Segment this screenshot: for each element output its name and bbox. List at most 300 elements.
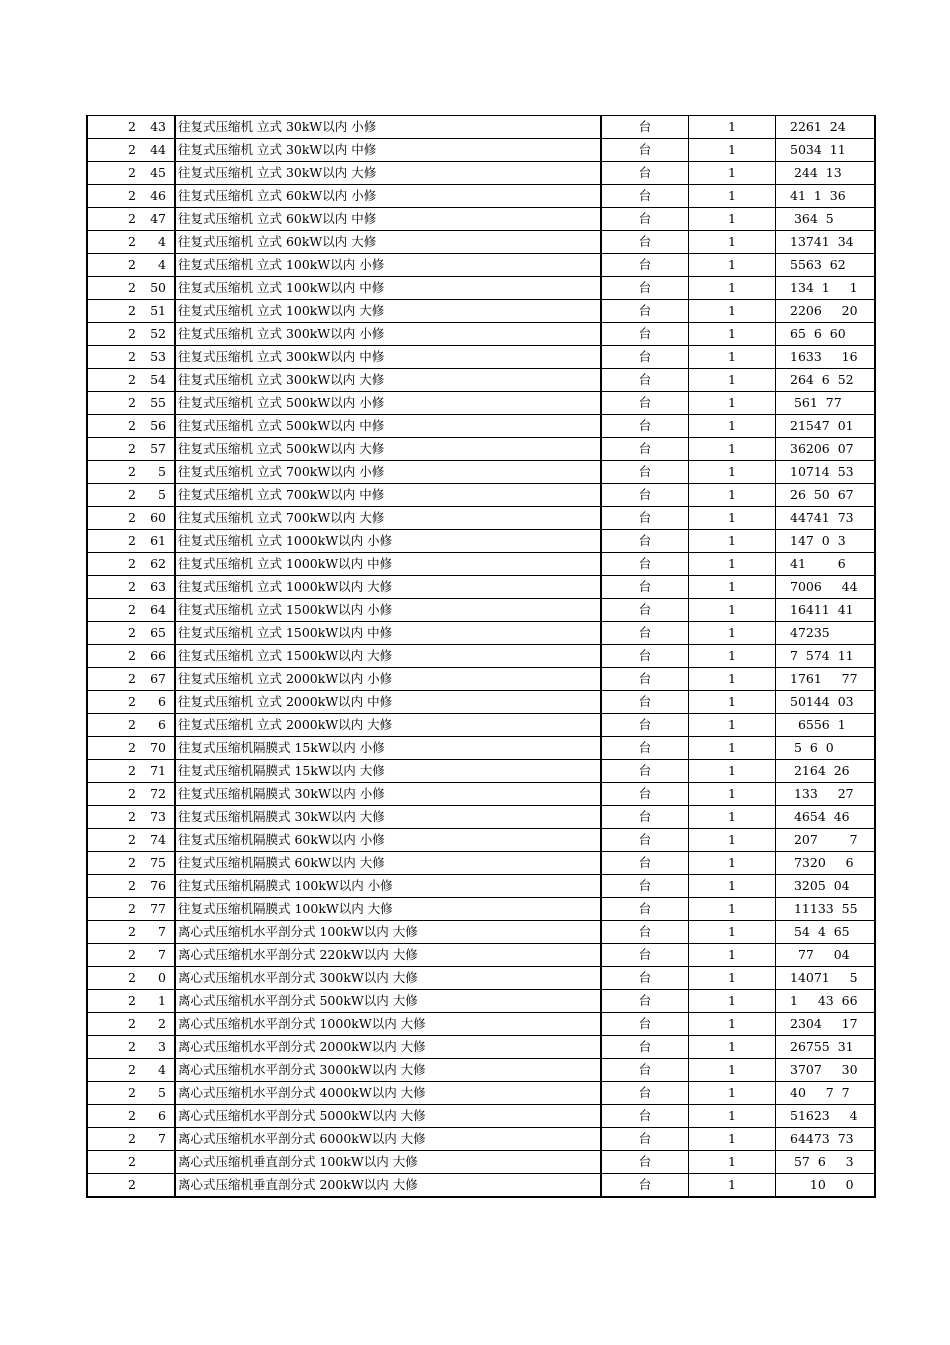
unit-cell[interactable]: 台 (601, 323, 689, 346)
code-cell[interactable] (87, 208, 175, 231)
quantity-cell[interactable]: 1 (689, 208, 776, 231)
item-name-cell[interactable]: 离心式压缩机水平剖分式 2000kW以内 大修 (175, 1036, 601, 1059)
code-cell[interactable] (87, 829, 175, 852)
code-number: 55 (150, 395, 166, 410)
code-cell[interactable] (87, 530, 175, 553)
unit-cell[interactable]: 台 (601, 737, 689, 760)
item-name-cell[interactable]: 往复式压缩机 立式 30kW以内 大修 (175, 162, 601, 185)
table-row (87, 1128, 875, 1151)
table-row (87, 645, 875, 668)
code-cell[interactable] (87, 415, 175, 438)
item-name-cell[interactable]: 离心式压缩机水平剖分式 300kW以内 大修 (175, 967, 601, 990)
code-number: 5 (158, 1085, 166, 1100)
quantity-cell[interactable]: 1 (689, 392, 776, 415)
table-row (87, 162, 875, 185)
item-name-cell[interactable]: 往复式压缩机 立式 500kW以内 大修 (175, 438, 601, 461)
quantity-cell[interactable]: 1 (689, 967, 776, 990)
table-row (87, 576, 875, 599)
code-prefix: 2 (128, 326, 136, 341)
item-name-cell[interactable]: 往复式压缩机 立式 1000kW以内 小修 (175, 530, 601, 553)
item-name-cell[interactable]: 往复式压缩机隔膜式 60kW以内 大修 (175, 852, 601, 875)
price-cell[interactable]: 147 0 3 (776, 530, 876, 553)
code-number: 57 (150, 441, 166, 456)
code-number: 66 (150, 648, 166, 663)
item-name-cell[interactable]: 往复式压缩机 立式 100kW以内 小修 (175, 254, 601, 277)
price-cell[interactable]: 16411 41 (776, 599, 876, 622)
unit-cell[interactable]: 台 (601, 116, 689, 139)
table-row (87, 1174, 875, 1198)
code-cell[interactable] (87, 691, 175, 714)
item-name-cell[interactable]: 往复式压缩机 立式 700kW以内 大修 (175, 507, 601, 530)
code-cell[interactable] (87, 783, 175, 806)
unit-cell[interactable]: 台 (601, 185, 689, 208)
code-cell[interactable] (87, 231, 175, 254)
price-cell[interactable]: 133 27 (776, 783, 876, 806)
code-prefix: 2 (128, 1108, 136, 1123)
unit-cell[interactable]: 台 (601, 1036, 689, 1059)
quantity-cell[interactable]: 1 (689, 1013, 776, 1036)
quantity-cell[interactable]: 1 (689, 507, 776, 530)
table-row (87, 323, 875, 346)
code-cell[interactable] (87, 185, 175, 208)
code-cell[interactable] (87, 254, 175, 277)
item-name-cell[interactable]: 往复式压缩机隔膜式 15kW以内 大修 (175, 760, 601, 783)
code-cell[interactable] (87, 346, 175, 369)
item-name-cell[interactable]: 往复式压缩机 立式 60kW以内 大修 (175, 231, 601, 254)
item-name-cell[interactable]: 往复式压缩机隔膜式 100kW以内 大修 (175, 898, 601, 921)
price-cell[interactable]: 1633 16 (776, 346, 876, 369)
unit-cell[interactable]: 台 (601, 1128, 689, 1151)
quantity-cell[interactable]: 1 (689, 1151, 776, 1174)
item-name-cell[interactable]: 往复式压缩机 立式 500kW以内 中修 (175, 415, 601, 438)
unit-cell[interactable]: 台 (601, 1013, 689, 1036)
price-cell[interactable]: 11133 55 (776, 898, 876, 921)
quantity-cell[interactable]: 1 (689, 231, 776, 254)
quantity-cell[interactable]: 1 (689, 415, 776, 438)
price-cell[interactable]: 7006 44 (776, 576, 876, 599)
price-cell[interactable]: 207 7 (776, 829, 876, 852)
code-cell[interactable] (87, 760, 175, 783)
code-prefix: 2 (128, 832, 136, 847)
unit-cell[interactable]: 台 (601, 622, 689, 645)
quantity-cell[interactable]: 1 (689, 530, 776, 553)
code-cell[interactable] (87, 852, 175, 875)
table-row (87, 415, 875, 438)
item-name-cell[interactable]: 离心式压缩机垂直剖分式 100kW以内 大修 (175, 1151, 601, 1174)
item-name-cell[interactable]: 往复式压缩机隔膜式 30kW以内 大修 (175, 806, 601, 829)
code-cell[interactable] (87, 277, 175, 300)
table-row (87, 1059, 875, 1082)
price-cell[interactable]: 54 4 65 (776, 921, 876, 944)
table-row (87, 1082, 875, 1105)
quantity-cell[interactable]: 1 (689, 990, 776, 1013)
price-cell[interactable]: 264 6 52 (776, 369, 876, 392)
code-number: 74 (150, 832, 166, 847)
item-name-cell[interactable]: 离心式压缩机水平剖分式 4000kW以内 大修 (175, 1082, 601, 1105)
quantity-cell[interactable]: 1 (689, 783, 776, 806)
unit-cell[interactable]: 台 (601, 852, 689, 875)
unit-cell[interactable]: 台 (601, 691, 689, 714)
price-cell[interactable]: 3205 04 (776, 875, 876, 898)
price-cell[interactable]: 36206 07 (776, 438, 876, 461)
code-cell[interactable] (87, 990, 175, 1013)
code-cell[interactable] (87, 392, 175, 415)
table-row (87, 875, 875, 898)
unit-cell[interactable]: 台 (601, 484, 689, 507)
code-prefix: 2 (128, 533, 136, 548)
quantity-cell[interactable]: 1 (689, 277, 776, 300)
item-name-cell[interactable]: 往复式压缩机隔膜式 30kW以内 小修 (175, 783, 601, 806)
unit-cell[interactable]: 台 (601, 277, 689, 300)
code-cell[interactable] (87, 162, 175, 185)
unit-cell[interactable]: 台 (601, 369, 689, 392)
code-cell[interactable] (87, 898, 175, 921)
item-name-cell[interactable]: 往复式压缩机 立式 700kW以内 小修 (175, 461, 601, 484)
code-cell[interactable] (87, 507, 175, 530)
table-row (87, 668, 875, 691)
price-cell[interactable]: 57 6 3 (776, 1151, 876, 1174)
code-cell[interactable] (87, 599, 175, 622)
unit-cell[interactable]: 台 (601, 783, 689, 806)
unit-cell[interactable]: 台 (601, 415, 689, 438)
price-cell[interactable]: 5034 11 (776, 139, 876, 162)
code-cell[interactable] (87, 944, 175, 967)
item-name-cell[interactable]: 离心式压缩机水平剖分式 6000kW以内 大修 (175, 1128, 601, 1151)
unit-cell[interactable]: 台 (601, 254, 689, 277)
unit-cell[interactable]: 台 (601, 461, 689, 484)
price-cell[interactable]: 2164 26 (776, 760, 876, 783)
price-cell[interactable]: 561 77 (776, 392, 876, 415)
code-prefix: 2 (128, 441, 136, 456)
table-row (87, 783, 875, 806)
item-name-cell[interactable]: 往复式压缩机 立式 30kW以内 小修 (175, 116, 601, 139)
code-cell[interactable] (87, 1036, 175, 1059)
quantity-cell[interactable]: 1 (689, 576, 776, 599)
price-cell[interactable]: 4654 46 (776, 806, 876, 829)
quantity-cell[interactable]: 1 (689, 875, 776, 898)
code-number: 77 (150, 901, 166, 916)
price-cell[interactable]: 41 6 (776, 553, 876, 576)
item-name-cell[interactable]: 离心式压缩机水平剖分式 100kW以内 大修 (175, 921, 601, 944)
item-name-cell[interactable]: 往复式压缩机 立式 300kW以内 大修 (175, 369, 601, 392)
price-cell[interactable]: 1761 77 (776, 668, 876, 691)
table-row (87, 829, 875, 852)
code-number: 44 (150, 142, 166, 157)
code-cell[interactable] (87, 714, 175, 737)
table-row (87, 967, 875, 990)
code-prefix: 2 (128, 901, 136, 916)
price-cell[interactable]: 10714 53 (776, 461, 876, 484)
price-cell[interactable]: 244 13 (776, 162, 876, 185)
code-cell[interactable] (87, 1013, 175, 1036)
price-cell[interactable]: 40 7 7 (776, 1082, 876, 1105)
item-name-cell[interactable]: 往复式压缩机 立式 60kW以内 中修 (175, 208, 601, 231)
table-row (87, 438, 875, 461)
code-number: 60 (150, 510, 166, 525)
code-prefix: 2 (128, 694, 136, 709)
unit-cell[interactable]: 台 (601, 714, 689, 737)
quantity-cell[interactable]: 1 (689, 760, 776, 783)
code-number: 67 (150, 671, 166, 686)
code-prefix: 2 (128, 579, 136, 594)
code-cell[interactable] (87, 1082, 175, 1105)
quantity-cell[interactable]: 1 (689, 323, 776, 346)
price-cell[interactable]: 134 1 1 (776, 277, 876, 300)
price-cell[interactable]: 77 04 (776, 944, 876, 967)
item-name-cell[interactable]: 往复式压缩机隔膜式 15kW以内 小修 (175, 737, 601, 760)
unit-cell[interactable]: 台 (601, 162, 689, 185)
code-number: 45 (150, 165, 166, 180)
price-cell[interactable]: 41 1 36 (776, 185, 876, 208)
unit-cell[interactable]: 台 (601, 806, 689, 829)
code-cell[interactable] (87, 1174, 175, 1198)
quantity-cell[interactable]: 1 (689, 1174, 776, 1198)
code-number: 76 (150, 878, 166, 893)
code-prefix: 2 (128, 970, 136, 985)
code-number: 64 (150, 602, 166, 617)
quantity-cell[interactable]: 1 (689, 369, 776, 392)
unit-cell[interactable]: 台 (601, 576, 689, 599)
quantity-cell[interactable]: 1 (689, 162, 776, 185)
unit-cell[interactable]: 台 (601, 875, 689, 898)
quantity-cell[interactable]: 1 (689, 484, 776, 507)
item-name-cell[interactable]: 离心式压缩机水平剖分式 1000kW以内 大修 (175, 1013, 601, 1036)
item-name-cell[interactable]: 离心式压缩机垂直剖分式 200kW以内 大修 (175, 1174, 601, 1198)
code-prefix: 2 (128, 671, 136, 686)
code-cell[interactable] (87, 576, 175, 599)
unit-cell[interactable]: 台 (601, 967, 689, 990)
item-name-cell[interactable]: 往复式压缩机 立式 1000kW以内 大修 (175, 576, 601, 599)
item-name-cell[interactable]: 往复式压缩机 立式 300kW以内 中修 (175, 346, 601, 369)
unit-cell[interactable]: 台 (601, 990, 689, 1013)
code-prefix: 2 (128, 165, 136, 180)
code-number: 43 (150, 119, 166, 134)
price-cell[interactable]: 2304 17 (776, 1013, 876, 1036)
item-name-cell[interactable]: 往复式压缩机 立式 60kW以内 小修 (175, 185, 601, 208)
price-cell[interactable]: 7 574 11 (776, 645, 876, 668)
code-prefix: 2 (128, 1039, 136, 1054)
price-cell[interactable]: 50144 03 (776, 691, 876, 714)
unit-cell[interactable]: 台 (601, 438, 689, 461)
table-row (87, 1036, 875, 1059)
code-prefix: 2 (128, 625, 136, 640)
code-cell[interactable] (87, 369, 175, 392)
price-cell[interactable]: 364 5 (776, 208, 876, 231)
price-cell[interactable]: 2206 20 (776, 300, 876, 323)
code-cell[interactable] (87, 323, 175, 346)
quantity-cell[interactable]: 1 (689, 116, 776, 139)
unit-cell[interactable]: 台 (601, 829, 689, 852)
item-name-cell[interactable]: 离心式压缩机水平剖分式 500kW以内 大修 (175, 990, 601, 1013)
quantity-cell[interactable]: 1 (689, 737, 776, 760)
price-cell[interactable]: 51623 4 (776, 1105, 876, 1128)
item-name-cell[interactable]: 往复式压缩机 立式 100kW以内 大修 (175, 300, 601, 323)
quantity-cell[interactable]: 1 (689, 139, 776, 162)
code-cell[interactable] (87, 737, 175, 760)
quantity-cell[interactable]: 1 (689, 921, 776, 944)
code-prefix: 2 (128, 1154, 136, 1169)
code-prefix: 2 (128, 648, 136, 663)
code-number: 6 (158, 1108, 166, 1123)
item-name-cell[interactable]: 往复式压缩机 立式 30kW以内 中修 (175, 139, 601, 162)
table-row (87, 737, 875, 760)
price-cell[interactable]: 2261 24 (776, 116, 876, 139)
price-cell[interactable]: 44741 73 (776, 507, 876, 530)
table-row (87, 530, 875, 553)
code-cell[interactable] (87, 300, 175, 323)
unit-cell[interactable]: 台 (601, 1151, 689, 1174)
code-number: 73 (150, 809, 166, 824)
unit-cell[interactable]: 台 (601, 346, 689, 369)
table-row (87, 944, 875, 967)
quantity-cell[interactable]: 1 (689, 806, 776, 829)
item-name-cell[interactable]: 往复式压缩机 立式 2000kW以内 中修 (175, 691, 601, 714)
unit-cell[interactable]: 台 (601, 231, 689, 254)
code-cell[interactable] (87, 967, 175, 990)
code-prefix: 2 (128, 1062, 136, 1077)
unit-cell[interactable]: 台 (601, 944, 689, 967)
unit-cell[interactable]: 台 (601, 1174, 689, 1198)
table-row (87, 231, 875, 254)
price-cell[interactable]: 5 6 0 (776, 737, 876, 760)
code-prefix: 2 (128, 257, 136, 272)
price-cell[interactable]: 21547 01 (776, 415, 876, 438)
quantity-cell[interactable]: 1 (689, 691, 776, 714)
price-cell[interactable]: 7320 6 (776, 852, 876, 875)
price-cell[interactable]: 13741 34 (776, 231, 876, 254)
item-name-cell[interactable]: 往复式压缩机 立式 1000kW以内 中修 (175, 553, 601, 576)
table-row (87, 277, 875, 300)
code-cell[interactable] (87, 806, 175, 829)
price-table (86, 115, 876, 1198)
code-cell[interactable] (87, 139, 175, 162)
item-name-cell[interactable]: 往复式压缩机 立式 300kW以内 小修 (175, 323, 601, 346)
code-cell[interactable] (87, 875, 175, 898)
price-cell[interactable]: 3707 30 (776, 1059, 876, 1082)
table-row (87, 1013, 875, 1036)
unit-cell[interactable]: 台 (601, 898, 689, 921)
unit-cell[interactable]: 台 (601, 599, 689, 622)
item-name-cell[interactable]: 往复式压缩机 立式 700kW以内 中修 (175, 484, 601, 507)
code-cell[interactable] (87, 622, 175, 645)
quantity-cell[interactable]: 1 (689, 898, 776, 921)
quantity-cell[interactable]: 1 (689, 1128, 776, 1151)
unit-cell[interactable]: 台 (601, 668, 689, 691)
quantity-cell[interactable]: 1 (689, 1082, 776, 1105)
unit-cell[interactable]: 台 (601, 1105, 689, 1128)
quantity-cell[interactable]: 1 (689, 254, 776, 277)
item-name-cell[interactable]: 离心式压缩机水平剖分式 220kW以内 大修 (175, 944, 601, 967)
quantity-cell[interactable]: 1 (689, 852, 776, 875)
unit-cell[interactable]: 台 (601, 921, 689, 944)
code-cell[interactable] (87, 484, 175, 507)
unit-cell[interactable]: 台 (601, 1059, 689, 1082)
code-cell[interactable] (87, 921, 175, 944)
price-cell[interactable]: 14071 5 (776, 967, 876, 990)
quantity-cell[interactable]: 1 (689, 599, 776, 622)
unit-cell[interactable]: 台 (601, 392, 689, 415)
quantity-cell[interactable]: 1 (689, 714, 776, 737)
table-row (87, 760, 875, 783)
code-cell[interactable] (87, 668, 175, 691)
code-number: 47 (150, 211, 166, 226)
item-name-cell[interactable]: 往复式压缩机 立式 1500kW以内 大修 (175, 645, 601, 668)
unit-cell[interactable]: 台 (601, 300, 689, 323)
code-prefix: 2 (128, 303, 136, 318)
code-cell[interactable] (87, 553, 175, 576)
quantity-cell[interactable]: 1 (689, 622, 776, 645)
unit-cell[interactable]: 台 (601, 760, 689, 783)
item-name-cell[interactable]: 往复式压缩机 立式 100kW以内 中修 (175, 277, 601, 300)
code-cell[interactable] (87, 1059, 175, 1082)
unit-cell[interactable]: 台 (601, 208, 689, 231)
code-cell[interactable] (87, 1128, 175, 1151)
code-cell[interactable] (87, 645, 175, 668)
table-row (87, 990, 875, 1013)
quantity-cell[interactable]: 1 (689, 829, 776, 852)
unit-cell[interactable]: 台 (601, 139, 689, 162)
quantity-cell[interactable]: 1 (689, 346, 776, 369)
price-cell[interactable]: 64473 73 (776, 1128, 876, 1151)
code-prefix: 2 (128, 809, 136, 824)
unit-cell[interactable]: 台 (601, 553, 689, 576)
quantity-cell[interactable]: 1 (689, 1036, 776, 1059)
item-name-cell[interactable]: 往复式压缩机 立式 500kW以内 小修 (175, 392, 601, 415)
item-name-cell[interactable]: 往复式压缩机 立式 1500kW以内 小修 (175, 599, 601, 622)
quantity-cell[interactable]: 1 (689, 461, 776, 484)
unit-cell[interactable]: 台 (601, 507, 689, 530)
code-cell[interactable] (87, 461, 175, 484)
quantity-cell[interactable]: 1 (689, 438, 776, 461)
quantity-cell[interactable]: 1 (689, 1059, 776, 1082)
price-cell[interactable]: 26755 31 (776, 1036, 876, 1059)
unit-cell[interactable]: 台 (601, 1082, 689, 1105)
price-cell[interactable]: 65 6 60 (776, 323, 876, 346)
quantity-cell[interactable]: 1 (689, 1105, 776, 1128)
quantity-cell[interactable]: 1 (689, 668, 776, 691)
code-cell[interactable] (87, 1105, 175, 1128)
item-name-cell[interactable]: 往复式压缩机隔膜式 100kW以内 小修 (175, 875, 601, 898)
item-name-cell[interactable]: 离心式压缩机水平剖分式 5000kW以内 大修 (175, 1105, 601, 1128)
item-name-cell[interactable]: 往复式压缩机 立式 2000kW以内 大修 (175, 714, 601, 737)
price-cell[interactable]: 6556 1 (776, 714, 876, 737)
quantity-cell[interactable]: 1 (689, 553, 776, 576)
item-name-cell[interactable]: 往复式压缩机 立式 1500kW以内 中修 (175, 622, 601, 645)
code-cell[interactable] (87, 1151, 175, 1174)
price-cell[interactable]: 26 50 67 (776, 484, 876, 507)
price-cell[interactable]: 1 43 66 (776, 990, 876, 1013)
price-cell[interactable]: 5563 62 (776, 254, 876, 277)
unit-cell[interactable]: 台 (601, 530, 689, 553)
quantity-cell[interactable]: 1 (689, 300, 776, 323)
quantity-cell[interactable]: 1 (689, 185, 776, 208)
price-cell[interactable]: 47235 (776, 622, 876, 645)
table-row (87, 461, 875, 484)
code-prefix: 2 (128, 280, 136, 295)
table-row (87, 599, 875, 622)
quantity-cell[interactable]: 1 (689, 645, 776, 668)
item-name-cell[interactable]: 往复式压缩机 立式 2000kW以内 小修 (175, 668, 601, 691)
price-cell[interactable]: 10 0 (776, 1174, 876, 1198)
item-name-cell[interactable]: 往复式压缩机隔膜式 60kW以内 小修 (175, 829, 601, 852)
item-name-cell[interactable]: 离心式压缩机水平剖分式 3000kW以内 大修 (175, 1059, 601, 1082)
quantity-cell[interactable]: 1 (689, 944, 776, 967)
code-cell[interactable] (87, 116, 175, 139)
code-prefix: 2 (128, 372, 136, 387)
code-cell[interactable] (87, 438, 175, 461)
table-row (87, 139, 875, 162)
unit-cell[interactable]: 台 (601, 645, 689, 668)
